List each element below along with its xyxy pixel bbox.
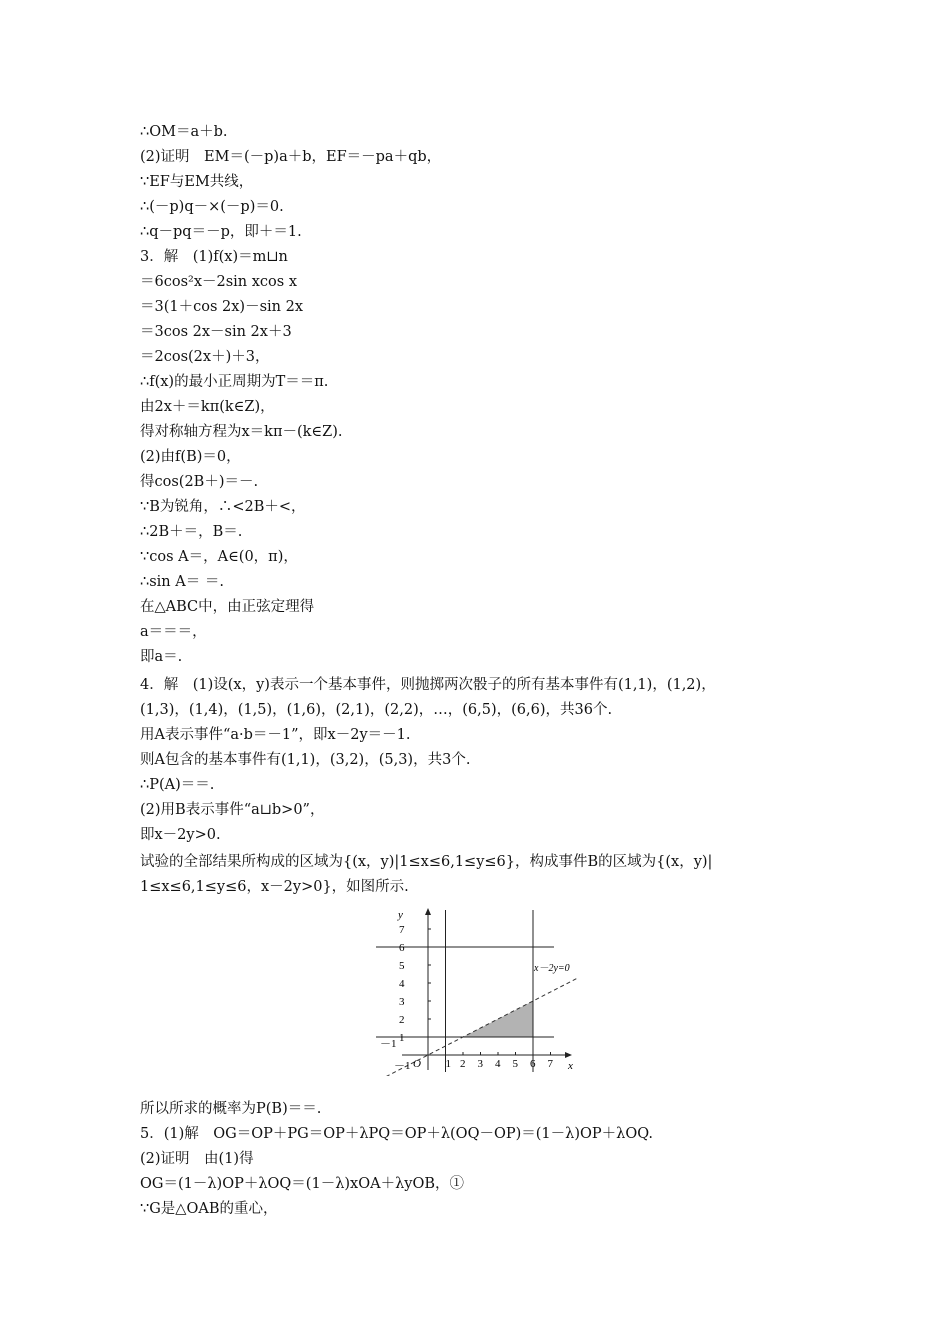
text-line: 所以所求的概率为P(B)＝＝. <box>140 1101 322 1117</box>
line-equation-label: x－2y=0 <box>534 963 570 974</box>
text-line: (2)证明 EM＝(－p)a＋b，EF＝－pa＋qb， <box>140 149 442 165</box>
x-tick-label: 6 <box>530 1058 536 1070</box>
text-line: ∴sin A＝ ＝. <box>140 574 224 590</box>
text-line: ∵cos A＝，A∈(0，π)， <box>140 549 298 565</box>
text-line: 即a＝. <box>140 649 183 665</box>
text-line: ＝3(1＋cos 2x)－sin 2x <box>140 299 303 315</box>
text-line: ∴f(x)的最小正周期为T＝＝π. <box>140 374 329 390</box>
origin-label: O <box>413 1058 421 1070</box>
text-line: ＝6cos²x－2sin xcos x <box>140 274 298 290</box>
coordinate-plot <box>372 906 584 1076</box>
text-line: ∴(－p)q－×(－p)＝0. <box>140 199 284 215</box>
text-line: 用A表示事件“a·b＝－1”，即x－2y＝－1. <box>140 727 411 743</box>
region-figure <box>372 906 584 1076</box>
y-tick-label: 3 <box>399 996 405 1008</box>
neg-y-tick-label: －1 <box>394 1060 411 1072</box>
y-tick-label: 7 <box>399 924 405 936</box>
text-line: 4．解 (1)设(x，y)表示一个基本事件，则抛掷两次骰子的所有基本事件有(1,1)，(1,2)， <box>140 677 716 693</box>
y-tick-label: 4 <box>399 978 405 990</box>
y-axis-arrow <box>425 908 431 915</box>
x-tick-label: 7 <box>547 1058 553 1070</box>
text-line: ∵B为锐角，∴<2B＋<， <box>140 499 306 515</box>
x-tick-label: 3 <box>477 1058 483 1070</box>
y-tick-label: 1 <box>399 1032 405 1044</box>
text-line: ＝3cos 2x－sin 2x＋3 <box>140 324 292 340</box>
text-line: 在△ABC中，由正弦定理得 <box>140 599 315 615</box>
y-tick-label: 2 <box>399 1014 405 1026</box>
axis-labels <box>380 909 573 1072</box>
y-tick-label: 5 <box>399 960 405 972</box>
neg-x-tick-label: －1 <box>380 1038 397 1050</box>
y-tick-label: 6 <box>399 942 405 954</box>
text-line: 5．(1)解 OG＝OP＋PG＝OP＋λPQ＝OP＋λ(OQ－OP)＝(1－λ)OP＋λOQ. <box>140 1126 653 1142</box>
y-axis-label: y <box>398 909 403 921</box>
x-tick-label: 4 <box>495 1058 501 1070</box>
text-line: 即x－2y>0. <box>140 827 221 843</box>
text-line: ∴q－pq＝－p，即＋＝1. <box>140 224 302 240</box>
text-line: 3．解 (1)f(x)＝m⊔n <box>140 249 288 265</box>
x-tick-label: 1 <box>445 1058 451 1070</box>
text-line: OG＝(1－λ)OP＋λOQ＝(1－λ)xOA＋λyOB，① <box>140 1176 464 1192</box>
text-line: ∵EF与EM共线， <box>140 174 254 190</box>
text-line: ∴OM＝a＋b. <box>140 124 228 140</box>
text-line: ∵G是△OAB的重心， <box>140 1201 278 1217</box>
x-axis-arrow <box>565 1052 572 1058</box>
text-line: a＝＝＝， <box>140 624 207 640</box>
text-line: 1≤x≤6,1≤y≤6，x－2y>0}，如图所示. <box>140 879 409 895</box>
text-line: 得对称轴方程为x＝kπ－(k∈Z). <box>140 424 343 440</box>
text-line: (2)由f(B)＝0， <box>140 449 241 465</box>
text-line: (1,3)，(1,4)，(1,5)，(1,6)，(2,1)，(2,2)，…，(6,5)，(6,6)，共36个. <box>140 702 613 718</box>
text-line: ∴P(A)＝＝. <box>140 777 215 793</box>
text-line: 则A包含的基本事件有(1,1)，(3,2)，(5,3)，共3个. <box>140 752 471 768</box>
x-axis-label: x <box>568 1060 573 1072</box>
text-line: (2)用B表示事件“a⊔b>0”， <box>140 802 325 818</box>
text-line: 由2x＋＝kπ(k∈Z)， <box>140 399 275 415</box>
text-line: ∴2B＋＝，B＝. <box>140 524 243 540</box>
text-line: 得cos(2B＋)＝－. <box>140 474 259 490</box>
text-line: (2)证明 由(1)得 <box>140 1151 254 1167</box>
text-line: ＝2cos(2x＋)＋3， <box>140 349 270 365</box>
text-line: 试验的全部结果所构成的区域为{(x，y)|1≤x≤6,1≤y≤6}，构成事件B的区域为{(x，y)| <box>140 854 713 870</box>
x-tick-label: 5 <box>512 1058 518 1070</box>
x-tick-label: 2 <box>460 1058 466 1070</box>
